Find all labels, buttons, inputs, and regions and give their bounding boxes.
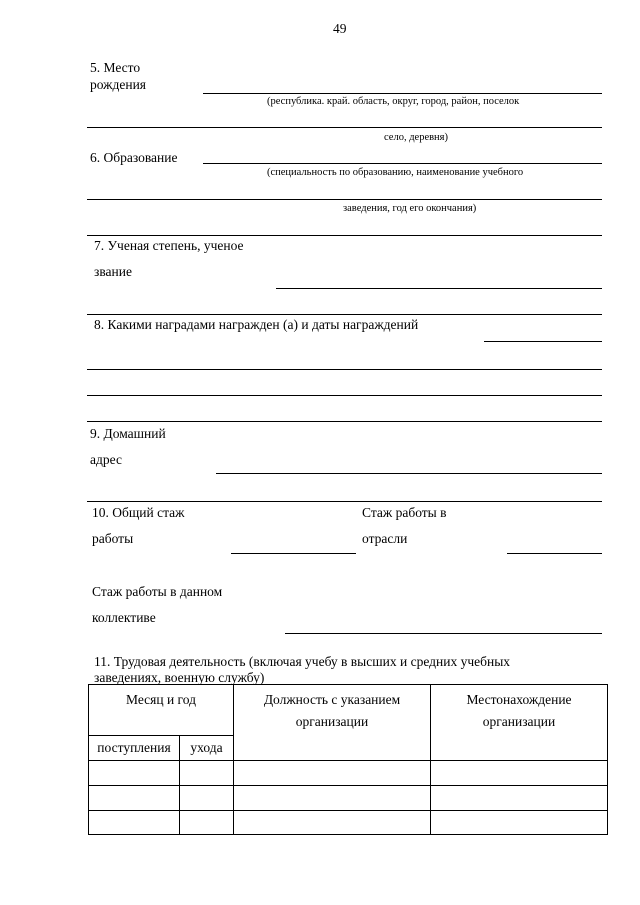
cell-leaving[interactable]	[180, 786, 234, 811]
birthplace-hint-line2: село, деревня)	[384, 132, 449, 143]
header-month-year	[89, 685, 234, 736]
header-position-line1: Должность с указанием	[263, 692, 401, 707]
education-line-2[interactable]	[87, 199, 602, 200]
degree-label-line2: звание	[94, 264, 132, 279]
cell-position[interactable]	[234, 811, 431, 835]
table-row	[89, 761, 608, 786]
header-location	[431, 685, 608, 761]
education-label: 6. Образование	[90, 150, 178, 165]
cell-location[interactable]	[431, 761, 608, 786]
birthplace-hint-line1: (республика. край. область, округ, город, район, поселок	[267, 96, 520, 107]
awards-line-2[interactable]	[87, 369, 602, 370]
cell-admission[interactable]	[89, 811, 180, 835]
cell-leaving[interactable]	[180, 811, 234, 835]
education-line-1[interactable]	[203, 163, 602, 164]
cell-position[interactable]	[234, 761, 431, 786]
total-experience-label-line1: 10. Общий стаж	[92, 505, 185, 520]
total-experience-line[interactable]	[231, 553, 356, 554]
education-hint-line2: заведения, год его окончания)	[343, 203, 477, 214]
industry-experience-label-line1: Стаж работы в	[362, 505, 447, 520]
awards-line-3[interactable]	[87, 395, 602, 396]
subheader-admission	[89, 736, 180, 761]
header-position-line2: организации	[295, 714, 369, 729]
work-history-label-line1: 11. Трудовая деятельность (включая учебу в высших и средних учебных	[94, 654, 511, 669]
table-row	[89, 786, 608, 811]
team-experience-label-line1: Стаж работы в данном	[92, 584, 223, 599]
cell-leaving[interactable]	[180, 761, 234, 786]
birthplace-label-line2: рождения	[90, 77, 147, 92]
cell-location[interactable]	[431, 811, 608, 835]
work-history-label-line2: заведениях, военную службу)	[94, 670, 265, 685]
total-experience-label-line2: работы	[92, 531, 134, 546]
degree-line-1[interactable]	[276, 288, 602, 289]
cell-admission[interactable]	[89, 786, 180, 811]
header-month-year-label: Месяц и год	[126, 692, 196, 707]
industry-experience-line[interactable]	[507, 553, 602, 554]
industry-experience-label-line2: отрасли	[362, 531, 408, 546]
table-row	[89, 811, 608, 835]
address-label-line2: адрес	[90, 452, 122, 467]
education-line-3[interactable]	[87, 235, 602, 236]
subheader-leaving	[180, 736, 234, 761]
address-line-1[interactable]	[216, 473, 602, 474]
work-history-table	[88, 684, 608, 835]
cell-location[interactable]	[431, 786, 608, 811]
degree-line-2[interactable]	[87, 314, 602, 315]
awards-line-4[interactable]	[87, 421, 602, 422]
awards-label: 8. Какими наградами награжден (а) и даты награждений	[94, 317, 419, 332]
header-position	[234, 685, 431, 761]
subheader-admission-label: поступления	[97, 740, 171, 755]
awards-line-1[interactable]	[484, 341, 602, 342]
team-experience-label-line2: коллективе	[92, 610, 156, 625]
birthplace-line-1[interactable]	[203, 93, 602, 94]
address-line-2[interactable]	[87, 501, 602, 502]
cell-position[interactable]	[234, 786, 431, 811]
address-label-line1: 9. Домашний	[90, 426, 166, 441]
page-number: 49	[333, 21, 347, 36]
header-location-line1: Местонахождение	[466, 692, 572, 707]
education-hint-line1: (специальность по образованию, наименование учебного	[267, 167, 524, 178]
header-location-line2: организации	[482, 714, 556, 729]
cell-admission[interactable]	[89, 761, 180, 786]
birthplace-line-2[interactable]	[87, 127, 602, 128]
subheader-leaving-label: ухода	[190, 740, 223, 755]
team-experience-line[interactable]	[285, 633, 602, 634]
birthplace-label-line1: 5. Место	[90, 60, 141, 75]
degree-label-line1: 7. Ученая степень, ученое	[94, 238, 244, 253]
